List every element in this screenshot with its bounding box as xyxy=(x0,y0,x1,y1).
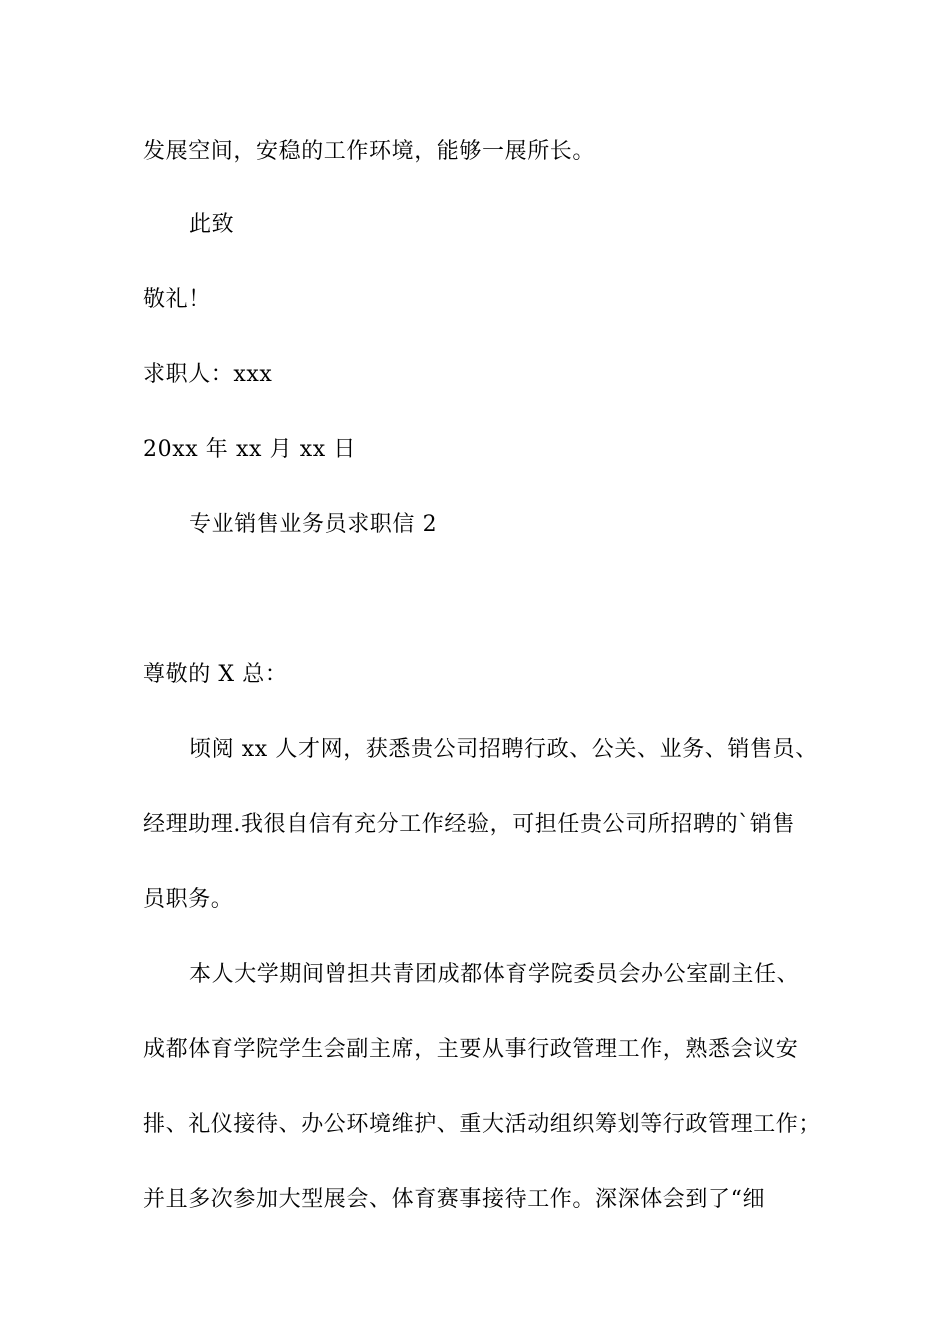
closing-salutation: 此致 xyxy=(189,212,235,237)
letter-date: 20xx 年 xx 月 xx 日 xyxy=(143,437,357,462)
paragraph-line: 经理助理.我很自信有充分工作经验，可担任贵公司所招聘的`销售 xyxy=(143,812,795,837)
paragraph-line: 员职务。 xyxy=(143,887,234,912)
letter-title: 专业销售业务员求职信 2 xyxy=(189,512,438,537)
letter-greeting: 尊敬的 X 总： xyxy=(143,662,288,687)
closing-regards: 敬礼！ xyxy=(143,287,211,312)
paragraph-line: 发展空间，安稳的工作环境，能够一展所长。 xyxy=(143,139,596,164)
paragraph-line: 排、礼仪接待、办公环境维护、重大活动组织筹划等行政管理工作； xyxy=(143,1112,822,1137)
paragraph-line: 顷阅 xx 人才网，获悉贵公司招聘行政、公关、业务、销售员、 xyxy=(189,737,818,762)
paragraph-line: 本人大学期间曾担共青团成都体育学院委员会办公室副主任、 xyxy=(189,962,800,987)
paragraph-line: 并且多次参加大型展会、体育赛事接待工作。深深体会到了“细 xyxy=(143,1187,766,1212)
applicant-signature: 求职人：xxx xyxy=(143,362,273,387)
paragraph-line: 成都体育学院学生会副主席，主要从事行政管理工作，熟悉会议安 xyxy=(143,1037,799,1062)
